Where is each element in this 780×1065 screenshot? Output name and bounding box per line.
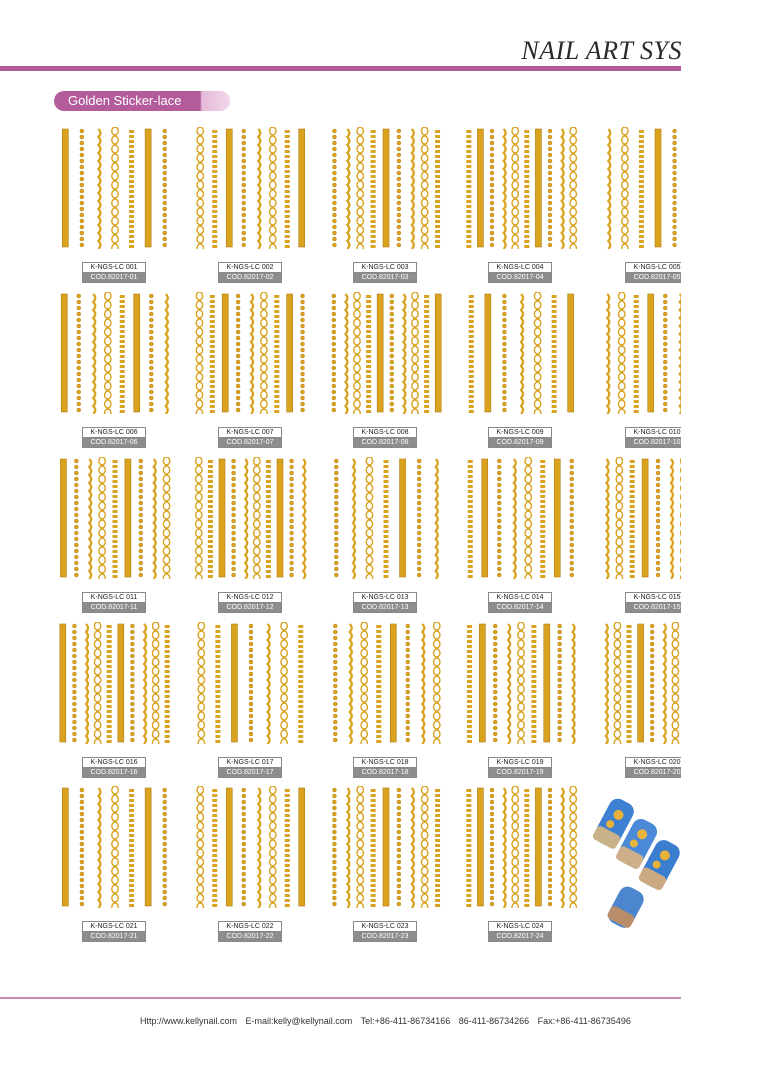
footer-divider	[0, 997, 681, 999]
product-code: K-NGS-LC 024	[488, 921, 552, 932]
sticker-swatch	[600, 622, 681, 744]
product-item	[600, 127, 681, 285]
product-cod-number: COD.82017-12	[218, 602, 282, 613]
product-code: K-NGS-LC 002	[218, 262, 282, 273]
product-cod-number: COD.82017-22	[218, 931, 282, 942]
sticker-swatch	[600, 457, 681, 579]
product-code: K-NGS-LC 001	[82, 262, 146, 273]
product-cod-number: COD.82017-18	[353, 767, 417, 778]
product-item	[328, 786, 444, 944]
product-code: K-NGS-LC 014	[488, 592, 552, 603]
product-cod-number: COD.82017-24	[488, 931, 552, 942]
footer-contact	[140, 1016, 637, 1026]
nail-sample-photo	[578, 795, 681, 930]
sticker-swatch	[57, 127, 173, 249]
product-item	[463, 457, 579, 615]
sticker-swatch	[463, 292, 579, 414]
product-cod-number: COD.82017-07	[218, 437, 282, 448]
email-link[interactable]: E-mail:kelly@kellynail.com	[245, 1016, 353, 1026]
product-cod-number: COD.82017-03	[353, 272, 417, 283]
product-cod-number: COD.82017-09	[488, 437, 552, 448]
product-code: K-NGS-LC 020	[625, 757, 681, 768]
product-cod-number: COD.82017-21	[82, 931, 146, 942]
phone-text-2: 86-411-86734266	[458, 1016, 530, 1026]
page-title: NAIL ART SYS	[521, 36, 682, 65]
product-code: K-NGS-LC 006	[82, 427, 146, 438]
section-label: Golden Sticker-lace	[68, 93, 182, 108]
product-code: K-NGS-LC 022	[218, 921, 282, 932]
product-code: K-NGS-LC 007	[218, 427, 282, 438]
product-code: K-NGS-LC 012	[218, 592, 282, 603]
fax-text: Fax:+86-411-86735496	[537, 1016, 631, 1026]
product-item	[57, 622, 173, 780]
product-cod-number: COD.82017-19	[488, 767, 552, 778]
product-item	[328, 292, 444, 450]
sticker-swatch	[57, 622, 173, 744]
product-code: K-NGS-LC 015	[625, 592, 681, 603]
product-cod-number: COD.82017-06	[82, 437, 146, 448]
product-item	[193, 127, 309, 285]
sticker-swatch	[463, 127, 579, 249]
product-item	[328, 127, 444, 285]
product-cod-number: COD.82017-01	[82, 272, 146, 283]
product-code: K-NGS-LC 019	[488, 757, 552, 768]
sticker-swatch	[328, 292, 444, 414]
product-code: K-NGS-LC 005	[625, 262, 681, 273]
product-item	[328, 622, 444, 780]
product-item	[600, 622, 681, 780]
sticker-swatch	[328, 786, 444, 908]
product-item	[57, 786, 173, 944]
website-link[interactable]: Http://www.kellynail.com	[140, 1016, 238, 1026]
sticker-swatch	[57, 786, 173, 908]
sticker-swatch	[328, 127, 444, 249]
product-item	[193, 457, 309, 615]
product-code: K-NGS-LC 018	[353, 757, 417, 768]
product-cod-number: COD.82017-20	[625, 767, 681, 778]
sticker-swatch	[600, 127, 681, 249]
product-code: K-NGS-LC 004	[488, 262, 552, 273]
sticker-swatch	[193, 622, 309, 744]
sticker-swatch	[57, 292, 173, 414]
product-item	[600, 457, 681, 615]
product-code: K-NGS-LC 003	[353, 262, 417, 273]
sticker-swatch	[193, 786, 309, 908]
product-item	[193, 786, 309, 944]
product-code: K-NGS-LC 021	[82, 921, 146, 932]
product-item	[57, 292, 173, 450]
sticker-swatch	[463, 457, 579, 579]
sticker-swatch	[328, 622, 444, 744]
product-code: K-NGS-LC 010	[625, 427, 681, 438]
product-code: K-NGS-LC 017	[218, 757, 282, 768]
sticker-swatch	[600, 292, 681, 414]
product-code: K-NGS-LC 009	[488, 427, 552, 438]
product-cod-number: COD.82017-15	[625, 602, 681, 613]
sticker-swatch	[57, 457, 173, 579]
product-code: K-NGS-LC 016	[82, 757, 146, 768]
phone-text: Tel:+86-411-86734166	[360, 1016, 451, 1026]
product-cod-number: COD.82017-02	[218, 272, 282, 283]
product-cod-number: COD.82017-16	[82, 767, 146, 778]
sticker-swatch	[328, 457, 444, 579]
product-cod-number: COD.82017-04	[488, 272, 552, 283]
product-code: K-NGS-LC 013	[353, 592, 417, 603]
sticker-swatch	[193, 457, 309, 579]
product-item	[193, 622, 309, 780]
product-item	[57, 127, 173, 285]
product-item	[193, 292, 309, 450]
sticker-swatch	[463, 622, 579, 744]
product-code: K-NGS-LC 008	[353, 427, 417, 438]
product-item	[463, 292, 579, 450]
product-cod-number: COD.82017-14	[488, 602, 552, 613]
product-code: K-NGS-LC 023	[353, 921, 417, 932]
product-item	[600, 292, 681, 450]
sticker-swatch	[463, 786, 579, 908]
product-cod-number: COD.82017-11	[82, 602, 146, 613]
product-item	[463, 127, 579, 285]
product-cod-number: COD.82017-13	[353, 602, 417, 613]
product-item	[57, 457, 173, 615]
product-item	[463, 622, 579, 780]
product-item	[328, 457, 444, 615]
product-cod-number: COD.82017-10	[625, 437, 681, 448]
product-cod-number: COD.82017-23	[353, 931, 417, 942]
sticker-swatch	[193, 292, 309, 414]
product-cod-number: COD.82017-08	[353, 437, 417, 448]
product-code: K-NGS-LC 011	[82, 592, 146, 603]
product-item	[463, 786, 579, 944]
product-cod-number: COD.82017-05	[625, 272, 681, 283]
sticker-swatch	[193, 127, 309, 249]
product-cod-number: COD.82017-17	[218, 767, 282, 778]
